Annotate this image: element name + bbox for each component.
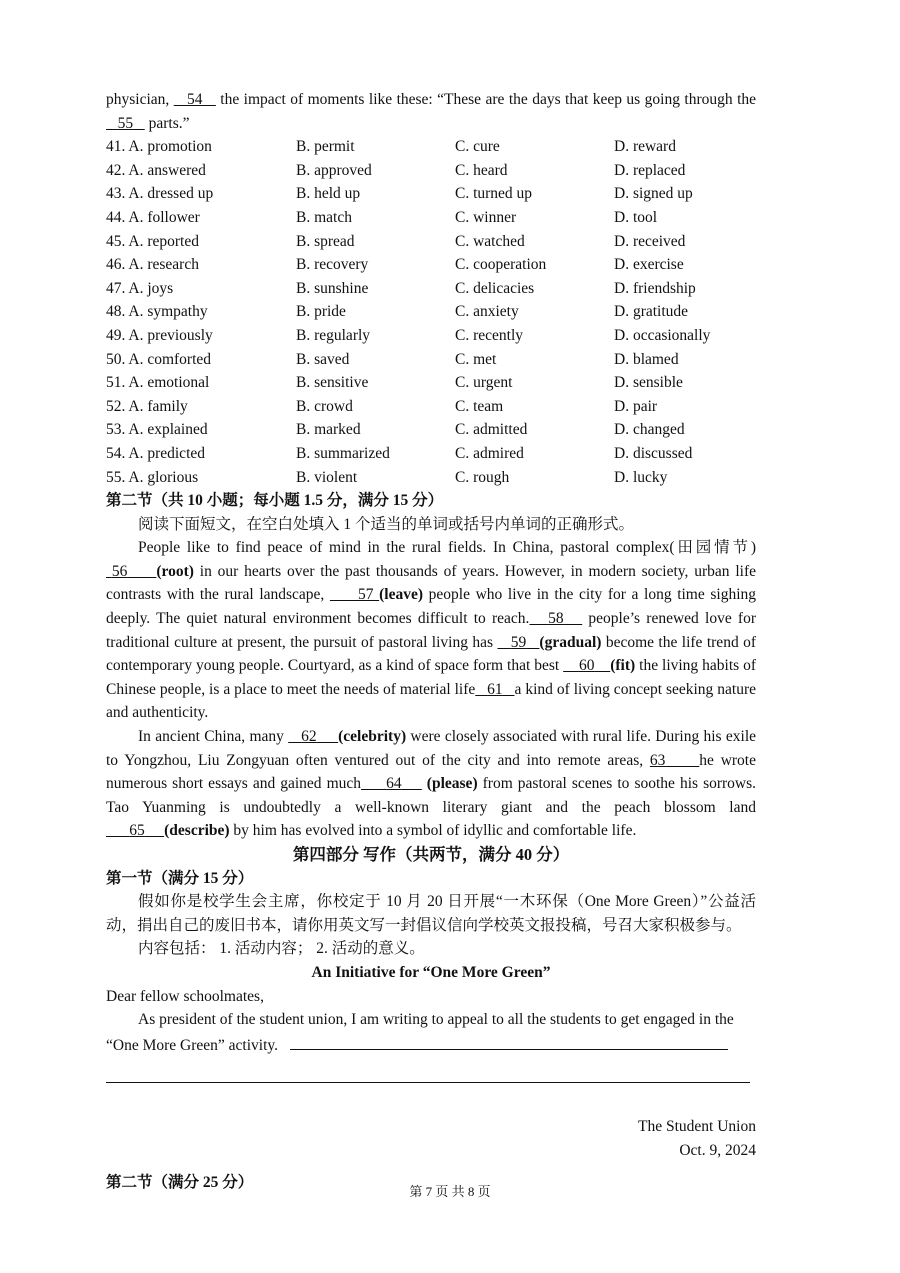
- option-b: B. regularly: [296, 326, 371, 344]
- section2-instruction: 阅读下面短文，在空白处填入 1 个适当的单词或括号内单词的正确形式。: [138, 515, 635, 533]
- option-n: 46. A. research: [106, 256, 199, 274]
- exam-page: [106, 88, 756, 1194]
- option-n: 54. A. predicted: [106, 444, 206, 462]
- option-d: D. lucky: [614, 468, 668, 486]
- option-c: C. watched: [455, 232, 525, 250]
- letter-opening-line2: “One More Green” activity.: [106, 1032, 756, 1058]
- option-b: B. sunshine: [296, 279, 369, 297]
- writing-contents: 内容包括： 1. 活动内容； 2. 活动的意义。: [138, 940, 425, 958]
- option-d: D. reward: [614, 138, 676, 156]
- option-d: D. friendship: [614, 279, 696, 297]
- option-n: 49. A. previously: [106, 326, 213, 344]
- option-d: D. blamed: [614, 350, 679, 368]
- blank-58: 58: [548, 610, 564, 628]
- option-d: D. discussed: [614, 444, 693, 462]
- options-table: [106, 135, 756, 489]
- option-row: [106, 395, 756, 419]
- option-b: B. permit: [296, 138, 355, 156]
- option-d: D. gratitude: [614, 303, 689, 321]
- letter-salutation: Dear fellow schoolmates,: [106, 987, 264, 1005]
- blank-64: 64: [386, 775, 402, 793]
- option-c: C. winner: [455, 208, 517, 226]
- option-b: B. recovery: [296, 256, 369, 274]
- page-footer: 第 7 页 共 8 页: [409, 1184, 491, 1199]
- option-c: C. admired: [455, 444, 524, 462]
- option-c: C. rough: [455, 468, 510, 486]
- letter-signature: The Student Union: [638, 1118, 756, 1136]
- option-n: 43. A. dressed up: [106, 185, 214, 203]
- blank-62: 62: [301, 728, 317, 746]
- option-d: D. sensible: [614, 374, 683, 392]
- option-b: B. summarized: [296, 444, 390, 462]
- option-b: B. pride: [296, 303, 346, 321]
- option-row: [106, 371, 756, 395]
- text: the impact of moments like these: “These are the days that keep us going through: [215, 91, 733, 108]
- writing-task: 假如你是校学生会主席，你校定于 10 月 20 日开展“一木环保（One More Green）”公益活动，捐出自己的废旧书本，请你用英文写一封倡议信向学校英文报投稿，号召大家积极参与。: [106, 893, 756, 934]
- option-c: C. team: [455, 397, 504, 415]
- text: physician,: [106, 91, 174, 108]
- section2-heading: 第二节（共 10 小题；每小题 1.5 分，满分 15 分）: [106, 492, 444, 510]
- writing-section1-heading: 第一节（满分 15 分）: [106, 869, 254, 887]
- letter-title: An Initiative for “One More Green”: [311, 963, 551, 981]
- option-row: [106, 206, 756, 230]
- option-n: 44. A. follower: [106, 208, 200, 226]
- answer-line: [290, 1032, 728, 1050]
- option-n: 55. A. glorious: [106, 468, 199, 486]
- part4-heading: 第四部分 写作（共两节，满分 40 分）: [292, 845, 570, 864]
- text: the: [737, 91, 756, 108]
- blank-55: 55: [117, 114, 134, 132]
- text: parts.”: [144, 114, 190, 132]
- blank-59: 59: [510, 633, 527, 651]
- option-d: D. changed: [614, 421, 685, 439]
- option-d: D. signed up: [614, 185, 693, 203]
- answer-line-full: [106, 1059, 750, 1083]
- option-row: [106, 300, 756, 324]
- option-c: C. anxiety: [455, 303, 519, 321]
- option-n: 51. A. emotional: [106, 374, 210, 392]
- option-b: B. violent: [296, 468, 358, 486]
- option-n: 50. A. comforted: [106, 350, 212, 368]
- option-d: D. occasionally: [614, 326, 711, 344]
- option-d: D. pair: [614, 397, 658, 415]
- option-c: C. recently: [455, 326, 524, 344]
- option-row: [106, 277, 756, 301]
- option-n: 42. A. answered: [106, 161, 206, 179]
- option-n: 52. A. family: [106, 397, 188, 415]
- option-b: B. approved: [296, 161, 372, 179]
- option-d: D. received: [614, 232, 686, 250]
- option-row: [106, 324, 756, 348]
- option-n: 48. A. sympathy: [106, 303, 208, 321]
- option-b: B. saved: [296, 350, 350, 368]
- blank-60: 60: [578, 657, 595, 675]
- option-row: [106, 230, 756, 254]
- option-row: [106, 159, 756, 183]
- letter-opening: As president of the student union, I am writing to appeal to all the students to get engaged in the: [138, 1011, 734, 1029]
- option-d: D. exercise: [614, 256, 684, 274]
- blank-56: 56: [111, 562, 128, 580]
- option-d: D. tool: [614, 208, 658, 226]
- option-b: B. crowd: [296, 397, 353, 415]
- option-c: C. heard: [455, 161, 508, 179]
- option-n: 41. A. promotion: [106, 138, 212, 156]
- blank-61: 61: [487, 680, 503, 698]
- writing-section2-heading: 第二节（满分 25 分）: [106, 1173, 254, 1191]
- blank-63: 63: [649, 751, 666, 769]
- option-b: B. match: [296, 208, 352, 226]
- option-row: [106, 348, 756, 372]
- option-row: [106, 418, 756, 442]
- option-row: [106, 253, 756, 277]
- option-row: [106, 466, 756, 490]
- option-c: C. cooperation: [455, 256, 547, 274]
- blank-54: 54: [187, 91, 203, 108]
- option-c: C. met: [455, 350, 497, 368]
- option-n: 47. A. joys: [106, 279, 174, 297]
- option-b: B. sensitive: [296, 374, 369, 392]
- option-n: 45. A. reported: [106, 232, 199, 250]
- option-c: C. delicacies: [455, 279, 535, 297]
- blank-57: 57: [358, 586, 374, 604]
- option-row: [106, 442, 756, 466]
- option-c: C. turned up: [455, 185, 533, 203]
- option-row: [106, 135, 756, 159]
- option-c: C. cure: [455, 138, 500, 156]
- option-n: 53. A. explained: [106, 421, 208, 439]
- option-c: C. urgent: [455, 374, 513, 392]
- option-d: D. replaced: [614, 161, 686, 179]
- letter-date: Oct. 9, 2024: [679, 1141, 756, 1159]
- option-b: B. spread: [296, 232, 355, 250]
- grammar-paragraph-1: People like to find peace of mind in the rural fields. In China, pastoral complex(田园情节) 56 (root) in our hearts over the past thousands of years. However, in modern society, urban life contrasts with the rural landscape, 57 (leave) people who live in the city for a long time sighing deeply. The quiet natural environment becomes difficult to reach. 58 people’s renewed love for traditional culture at present, the pursuit of pastoral living has 59 (gradual) become the life trend of contemporary young people. Courtyard, as a kind of space form that best 60 (fit) the living habits of Chinese people, is a place to meet the needs of material life 61 a kind of living concept seeking nature and authenticity.: [106, 539, 757, 722]
- option-row: [106, 182, 756, 206]
- passage-ending: [106, 88, 756, 135]
- grammar-paragraph-2: In ancient China, many 62 (celebrity) were closely associated with rural life. During his exile to Yongzhou, Liu Zongyuan often ventured out of the city and into remote areas, 63 he wrote numerous short essays and gained much 64 (please) from pastoral scenes to soothe his sorrows. Tao Yuanming is undoubtedly a well-known literary giant and the peach blossom land 65 (describe) by him has evolved into a symbol of idyllic and comfortable life.: [106, 728, 757, 840]
- option-b: B. marked: [296, 421, 361, 439]
- option-b: B. held up: [296, 185, 361, 203]
- blank-65: 65: [129, 822, 145, 840]
- option-c: C. admitted: [455, 421, 528, 439]
